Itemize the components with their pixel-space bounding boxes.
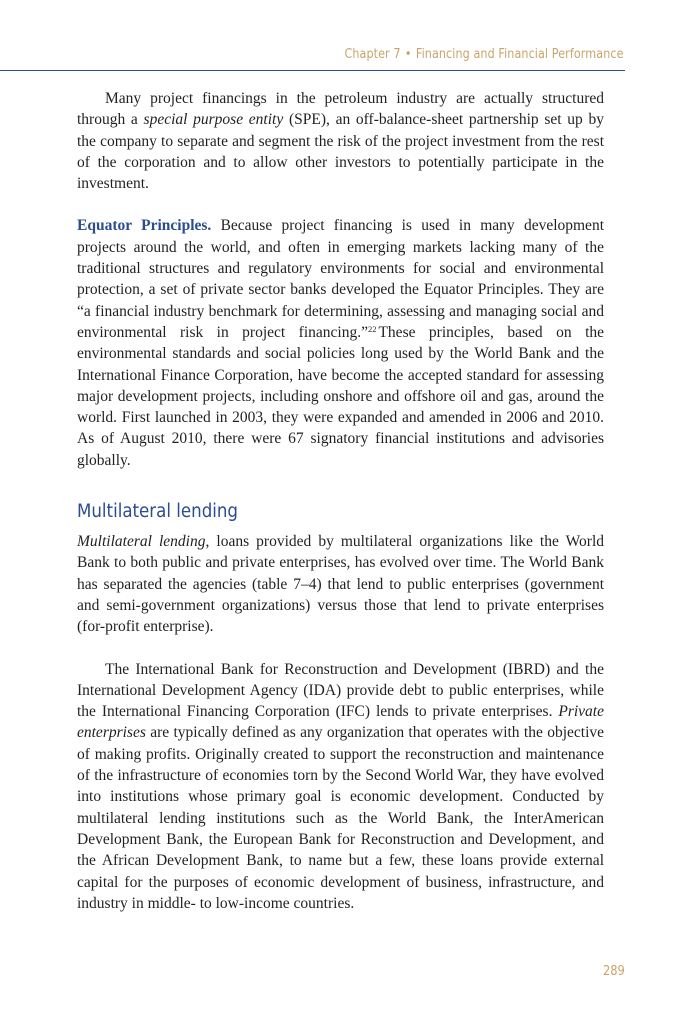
header-rule [0,70,625,71]
paragraph-spe: Many project financings in the petroleum industry are actually structured through a special purpose entity (SPE), an off-balance-sheet partnership set up by the company to separate and segment the risk of the project investment from the rest of the corporation and to allow other investors to potentially participate in the investment. [77,90,604,193]
section-heading-multilateral-lending: Multilateral lending [77,501,239,523]
term-multilateral-lending: Multilateral lending [77,533,206,551]
running-head [345,47,624,62]
chapter-label: Chapter 7 [344,47,402,62]
runin-heading-equator: Equator Principles. [77,217,212,235]
page-body [77,88,604,914]
header-bullet: • [405,47,413,62]
term-private-enterprises: Private enterprises [77,703,604,742]
term-special-purpose-entity: special purpose entity [143,111,284,129]
paragraph-ibrd-ida-ifc: The International Bank for Reconstruction and Development (IBRD) and the International Development Agency (IDA) provide debt to public enterprises, while the International Financing Corporation (IFC) lends to private enterprises. Private enterprises are typically defined as any organization that operates with the objective of making profits. Originally created to support the reconstruction and maintenance of the infrastructure of economies torn by the Second World War, they have evolved into institutions whose primary goal is economic development. Conducted by multilateral lending institutions such as the World Bank, the InterAmerican Development Bank, the European Bank for Reconstruction and Development, and the African Development Bank, to name but a few, these loans provide external capital for the purposes of economic development of business, infrastructure, and industry in middle- to low-income countries. [77,660,604,912]
chapter-title: Financing and Financial Performance [416,47,624,62]
page-number: 289 [603,964,625,979]
paragraph-equator-principles: Equator Principles. Because project financing is used in many development projects around the world, and often in emerging markets lacking many of the traditional structures and regulatory environments for social and environmental protection, a set of private sector banks developed the Equator Principles. They are “a financial industry benchmark for determining, assessing and managing social and environmental risk in project financing.”$^{22}$ These principles, based on the environmental standards and social policies long used by the World Bank and the International Finance Corporation, have become the accepted standard for assessing major development projects, including onshore and offshore oil and gas, around the world. First launched in 2003, they were expanded and amended in 2006 and 2010. As of August 2010, there were 67 signatory financial institutions and advisories globally. [77,217,605,469]
footnote-ref-22[interactable]: 22 [367,323,377,334]
paragraph-multilateral-definition: Multilateral lending, loans provided by multilateral organizations like the World Bank to both public and private enterprises, has evolved over time. The World Bank has separated the agencies (table 7–4) that lend to public enterprises (government and semi-government organizations) versus those that lend to private enterprises (for-profit enterprise). [77,533,604,636]
